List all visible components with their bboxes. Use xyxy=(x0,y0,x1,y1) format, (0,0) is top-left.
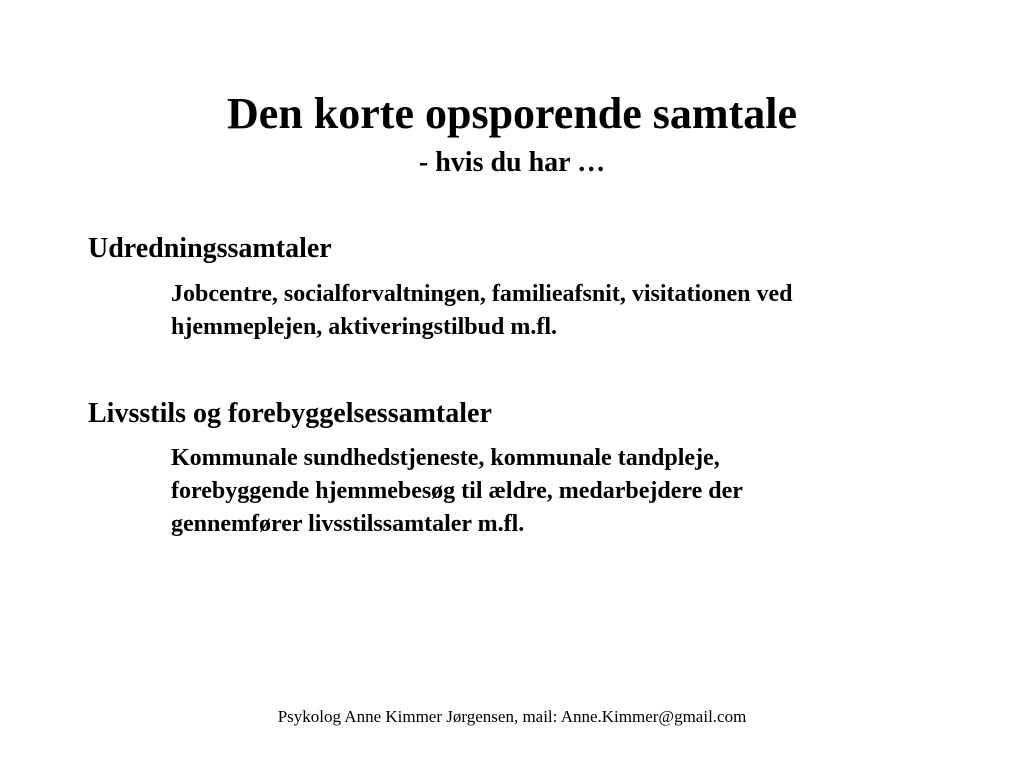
slide-title: Den korte opsporende samtale xyxy=(227,89,797,138)
section-heading-udredningssamtaler: Udredningssamtaler xyxy=(88,233,332,264)
slide-subtitle: - hvis du har … xyxy=(418,147,606,178)
section-body-line: Kommunale sundhedstjeneste, kommunale tandpleje, xyxy=(171,445,720,471)
section-body-line: gennemfører livsstilssamtaler m.fl. xyxy=(171,511,525,537)
section-body-line: Jobcentre, socialforvaltningen, familieafsnit, visitationen ved xyxy=(171,281,793,307)
section-body-udredningssamtaler xyxy=(171,278,931,344)
section-body-line: hjemmeplejen, aktiveringstilbud m.fl. xyxy=(171,314,557,340)
section-body-line: forebyggende hjemmebesøg til ældre, medarbejdere der xyxy=(171,478,743,504)
section-heading-livsstils: Livsstils og forebyggelsessamtaler xyxy=(88,398,492,429)
section-body-livsstils xyxy=(171,442,931,541)
slide-footer: Psykolog Anne Kimmer Jørgensen, mail: Anne.Kimmer@gmail.com xyxy=(277,707,747,726)
